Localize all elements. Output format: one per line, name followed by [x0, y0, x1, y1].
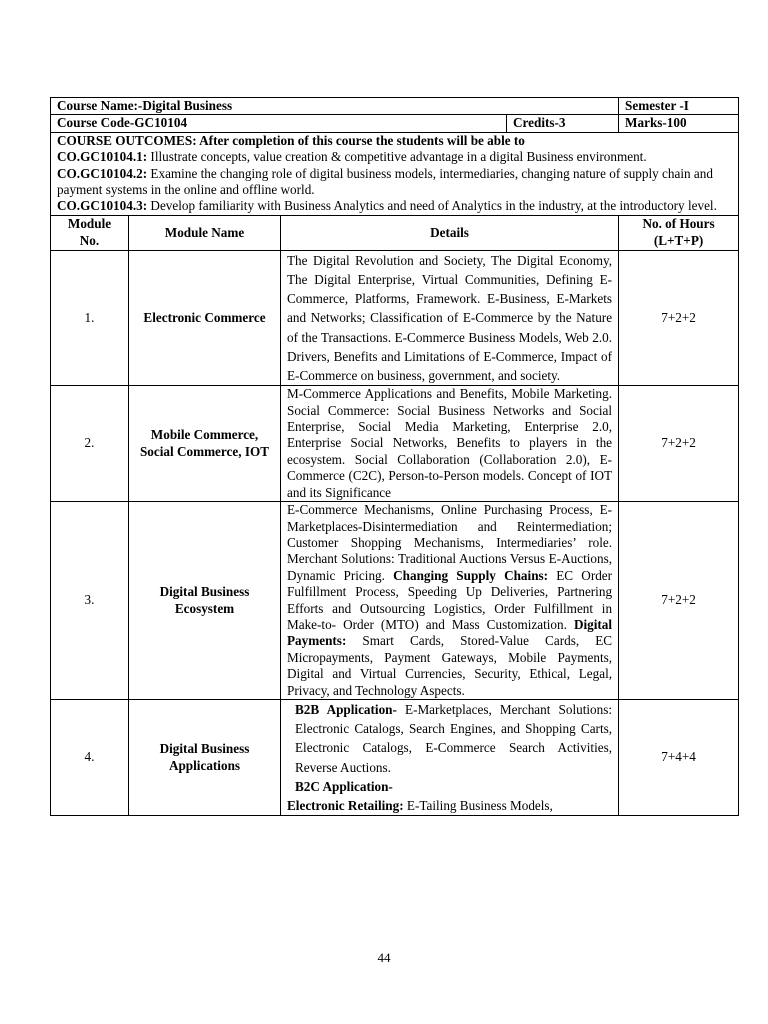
- course-name: Course Name:-Digital Business: [51, 98, 619, 115]
- module-row: [51, 502, 739, 700]
- module-name: Mobile Commerce, Social Commerce, IOT: [129, 386, 281, 502]
- module-no: 1.: [51, 250, 129, 385]
- module-no: 3.: [51, 502, 129, 700]
- module-no: 4.: [51, 699, 129, 815]
- details-text: EC Order Fulfillment Process, Speeding Up Deliveries, Partnering Efforts and Outsourcing Logistics, Order Fulfillment in Make-to- Order (MTO) and Mass Customization.: [287, 567, 613, 632]
- details-heading: Changing Supply Chains:: [393, 567, 549, 583]
- col-module-no: Module No.: [51, 215, 129, 250]
- details-heading: Digital Payments:: [287, 616, 613, 649]
- outcome-item: [57, 166, 732, 199]
- syllabus-page: [50, 97, 738, 816]
- marks: Marks-100: [619, 115, 739, 132]
- syllabus-table: [50, 97, 739, 816]
- b2c-heading: B2C Application-: [295, 778, 393, 794]
- module-name: Digital Business Applications: [129, 699, 281, 815]
- credits: Credits-3: [507, 115, 619, 132]
- column-header-row: [51, 215, 739, 250]
- course-name-row: [51, 98, 739, 115]
- details-text: E-Tailing Business Models,: [403, 798, 553, 813]
- outcome-text: Examine the changing role of digital business models, intermediaries, changing nature of supply chain and payment systems in the online and offline world.: [57, 165, 713, 198]
- outcome-item: [57, 198, 732, 214]
- b2b-paragraph: [287, 700, 612, 777]
- retail-paragraph: [287, 796, 612, 815]
- details-text: Smart Cards, Stored-Value Cards, EC Micropayments, Payment Gateways, Mobile Payments, Digital and Virtual Currencies, Security, Ethical, Legal, Privacy, and Technology Aspects.: [287, 633, 613, 698]
- details-heading: B2B Application-: [295, 701, 397, 717]
- module-details: The Digital Revolution and Society, The Digital Economy, The Digital Enterprise, Virtual Communities, Defining E-Commerce, Platforms, Framework. E-Business, E-Markets and Networks; Classification of E-Commerce by the Nature of the Transactions. E-Commerce Business Models, Web 2.0. Drivers, Benefits and Limitations of E-Commerce, Impact of E-Commerce on business, government, and society.: [281, 250, 619, 385]
- module-row: [51, 250, 739, 385]
- module-row: [51, 699, 739, 815]
- outcome-text: Illustrate concepts, value creation & competitive advantage in a digital Business environment.: [147, 149, 647, 165]
- outcome-code: CO.GC10104.1:: [57, 149, 148, 165]
- outcome-code: CO.GC10104.3:: [57, 198, 148, 214]
- course-code: Course Code-GC10104: [51, 115, 507, 132]
- outcome-code: CO.GC10104.2:: [57, 165, 148, 181]
- module-name: Digital Business Ecosystem: [129, 502, 281, 700]
- details-text: E-Marketplaces, Merchant Solutions: Electronic Catalogs, Search Engines, and Shopping Carts, Electronic Catalogs, E-Commerce Search Activities, Reverse Auctions.: [295, 701, 613, 775]
- outcomes-intro: COURSE OUTCOMES: After completion of this course the students will be able to: [57, 132, 525, 148]
- module-no: 2.: [51, 386, 129, 502]
- details-text: E-Commerce Mechanisms, Online Purchasing Process, E-Marketplaces-Disintermediation and Reintermediation; Customer Shopping Mechanisms, Intermediaries’ role. Merchant Solutions: Traditional Auctions Versus E-Auctions, Dynamic Pricing.: [287, 502, 613, 583]
- col-module-name: Module Name: [129, 215, 281, 250]
- course-code-row: [51, 115, 739, 132]
- col-hours: No. of Hours (L+T+P): [619, 215, 739, 250]
- module-details: [281, 699, 619, 815]
- page-number: 44: [377, 950, 391, 965]
- module-row: [51, 386, 739, 502]
- module-details: [281, 502, 619, 700]
- module-hours: 7+2+2: [619, 250, 739, 385]
- course-outcomes: [51, 132, 739, 215]
- col-details: Details: [281, 215, 619, 250]
- semester: Semester -I: [619, 98, 739, 115]
- module-hours: 7+4+4: [619, 699, 739, 815]
- module-details: M-Commerce Applications and Benefits, Mobile Marketing. Social Commerce: Social Business Networks and Social Enterprise, Social Media Marketing, Enterprise 2.0, Enterprise Social Networks, Benefits to players in the ecosystem. Social Collaboration (Collaboration 2.0), E-Commerce (C2C), Person-to-Person models. Concept of IOT and its Significance: [281, 386, 619, 502]
- details-heading: Electronic Retailing:: [287, 798, 404, 813]
- outcome-text: Develop familiarity with Business Analytics and need of Analytics in the industry, at the introductory level.: [147, 198, 717, 214]
- module-hours: 7+2+2: [619, 386, 739, 502]
- module-hours: 7+2+2: [619, 502, 739, 700]
- module-name: Electronic Commerce: [129, 250, 281, 385]
- outcome-item: [57, 149, 732, 165]
- course-outcomes-row: [51, 132, 739, 215]
